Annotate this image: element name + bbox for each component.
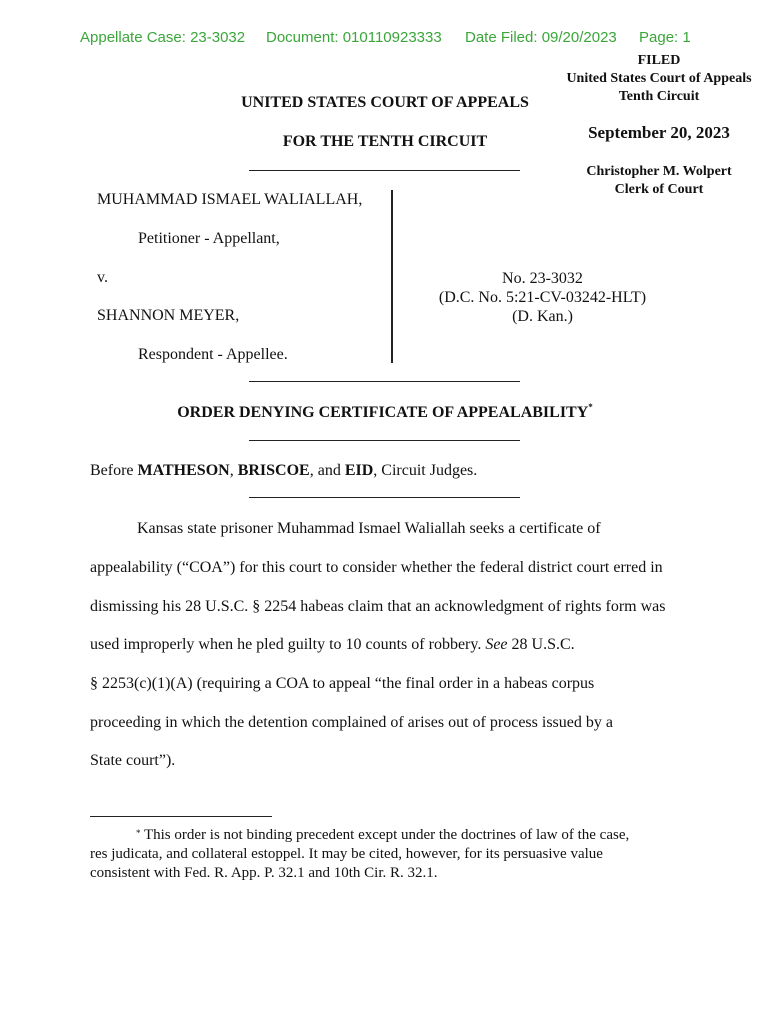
body-line-2: appealability (“COA”) for this court to consider whether the federal district court erred in <box>90 559 663 576</box>
stamp-date: September 20, 2023 <box>588 123 730 142</box>
appellee-role: Respondent - Appellee. <box>138 346 288 363</box>
footnote-text-1: This order is not binding precedent except under the doctrines of law of the case, <box>140 827 630 843</box>
clerk-block <box>548 163 770 199</box>
order-title <box>0 404 770 422</box>
filed-label: FILED <box>637 53 681 68</box>
clerk-name: Christopher M. Wolpert <box>586 164 732 179</box>
divider <box>249 440 520 441</box>
court-circuit: FOR THE TENTH CIRCUIT <box>282 133 488 150</box>
body-line-4a: used improperly when he pled guilty to 10 counts of robbery. <box>90 636 486 653</box>
divider <box>249 170 520 171</box>
footnote-rule <box>90 816 272 817</box>
header-document: Document: 010110923333 <box>266 29 442 46</box>
versus: v. <box>97 269 108 286</box>
header-date-filed: Date Filed: 09/20/2023 <box>465 29 617 46</box>
judge-briscoe: BRISCOE <box>237 462 310 479</box>
case-numbers <box>400 269 685 326</box>
panel-suffix: , Circuit Judges. <box>373 462 478 479</box>
appellant-name: MUHAMMAD ISMAEL WALIALLAH, <box>97 191 363 208</box>
dc-number: (D.C. No. 5:21-CV-03242-HLT) <box>438 289 647 306</box>
panel-before: Before <box>90 462 138 479</box>
body-line-7: State court”). <box>90 752 176 769</box>
body-line-5: § 2253(c)(1)(A) (requiring a COA to appeal “the final order in a habeas corpus <box>90 675 595 692</box>
appellee-name: SHANNON MEYER, <box>97 307 240 324</box>
divider <box>249 497 520 498</box>
divider <box>249 381 520 382</box>
district: (D. Kan.) <box>512 308 573 325</box>
body-line-3: dismissing his 28 U.S.C. § 2254 habeas claim that an acknowledgment of rights form was <box>90 598 666 615</box>
footnote-ref: * <box>588 402 593 412</box>
body-line-4 <box>90 636 575 654</box>
panel-sep: , <box>229 462 238 479</box>
body-line-6: proceeding in which the detention complained of arises out of process issued by a <box>90 714 613 731</box>
caption-divider <box>391 190 393 363</box>
footnote <box>90 826 700 883</box>
judge-eid: EID <box>344 462 374 479</box>
panel-line <box>90 462 477 480</box>
see-signal: See <box>485 636 508 653</box>
panel-sep: , and <box>309 462 345 479</box>
footnote-line-3: consistent with Fed. R. App. P. 32.1 and 10th Cir. R. 32.1. <box>90 865 438 881</box>
body-line-4b: 28 U.S.C. <box>507 636 575 653</box>
stamp-court: United States Court of Appeals <box>566 71 752 86</box>
filed-stamp <box>548 52 770 106</box>
header-page: Page: 1 <box>639 29 691 46</box>
appellant-role: Petitioner - Appellant, <box>138 230 280 247</box>
case-number: No. 23-3032 <box>502 270 583 287</box>
footnote-mark: * <box>136 828 141 838</box>
footnote-line-1 <box>90 826 700 845</box>
header-case: Appellate Case: 23-3032 <box>80 29 246 46</box>
footnote-line-2: res judicata, and collateral estoppel. It may be cited, however, for its persuasive value <box>90 846 603 862</box>
stamp-circuit: Tenth Circuit <box>618 89 700 104</box>
order-title-text: ORDER DENYING CERTIFICATE OF APPEALABILITY <box>177 404 589 421</box>
court-name: UNITED STATES COURT OF APPEALS <box>241 94 529 111</box>
body-line-1: Kansas state prisoner Muhammad Ismael Waliallah seeks a certificate of <box>137 520 601 537</box>
clerk-title: Clerk of Court <box>614 182 704 197</box>
judge-matheson: MATHESON <box>137 462 230 479</box>
